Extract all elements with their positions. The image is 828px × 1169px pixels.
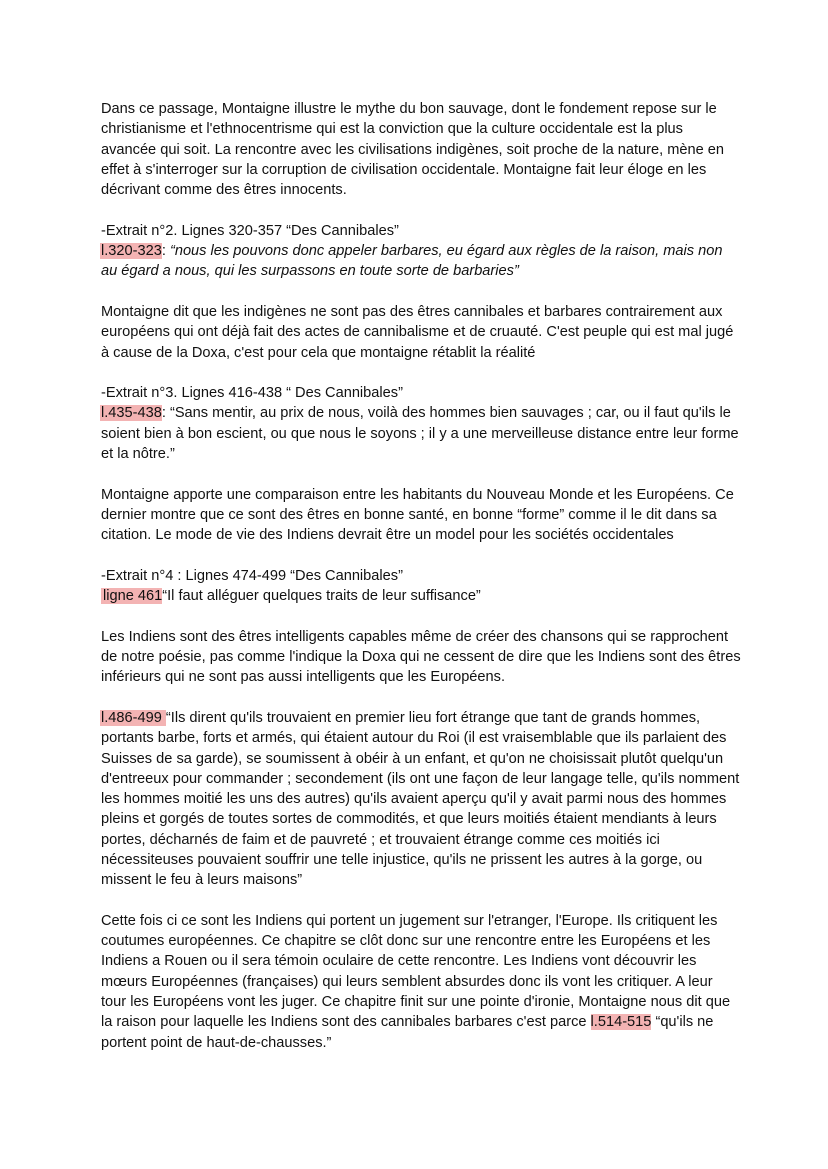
paragraph-analysis-4: Les Indiens sont des êtres intelligents capables même de créer des chansons qui se rapprochent de notre poésie, pas comme l'indique la Doxa qui ne cessent de dire que les Indiens sont des êtres inférieurs qui ne sont pas aussi intelligents que les Européens.: [101, 628, 741, 686]
conclusion-text: Cette fois ci ce sont les Indiens qui portent un jugement sur l'etranger, l'Europe. Ils critiquent les coutumes européennes. Ce chapitre se clôt donc sur une rencontre entre les Européens et les Indiens a Rouen ou il sera témoin oculaire de cette rencontre. Les Indiens vont découvrir les mœurs Européennes (françaises) qui leurs semblent absurdes donc ils vont les critiquer. A leur tour les Européens vont les juger. Ce chapitre finit sur une pointe d'ironie, Montaigne nous dit que la raison pour laquelle les Indiens sont des cannibales barbares c'est parce: [101, 912, 731, 1031]
extract-4-heading: -Extrait n°4 : Lignes 474-499 “Des Cannibales”: [101, 567, 403, 584]
extract-2-quote-line: [101, 241, 741, 282]
paragraph-analysis-3: Montaigne apporte une comparaison entre les habitants du Nouveau Monde et les Européens. Ce dernier montre que ce sont des êtres en bonne santé, en bonne “forme” comme il le dit dans sa citation. Le mode de vie des Indiens devrait être un model pour les sociétés occidentales: [101, 486, 734, 544]
line-reference-highlight: l.486-499: [101, 709, 166, 726]
extract-2-quote: “nous les pouvons donc appeler barbares, eu égard aux règles de la raison, mais non au égard a nous, qui les surpassons en toute sorte de barbaries”: [101, 243, 723, 280]
extract-5-quote-line: [101, 708, 741, 891]
extract-4-quote: “Il faut alléguer quelques traits de leur suffisance”: [162, 588, 481, 605]
separator: :: [161, 243, 170, 260]
conclusion-quote: “qu'ils ne portent point de haut-de-chausses.”: [101, 1014, 714, 1051]
extract-3-heading: -Extrait n°3. Lignes 416-438 “ Des Cannibales”: [101, 385, 403, 402]
paragraph-conclusion: [101, 911, 741, 1053]
line-reference-highlight: l.320-323: [101, 243, 162, 260]
extract-4-quote-line: [101, 586, 741, 606]
line-reference-highlight: l.435-438: [101, 405, 162, 422]
paragraph-intro: Dans ce passage, Montaigne illustre le mythe du bon sauvage, dont le fondement repose sur le christianisme et l'ethnocentrisme qui est la conviction que la culture occidentale est la plus avancée qui soit. La rencontre avec les civilisations indigènes, soit proche de la nature, mène en effet à s'interroger sur la corruption de civilisation occidentale. Montaigne fait leur éloge en les décrivant comme des êtres innocents.: [101, 101, 725, 199]
line-reference-highlight: ligne 461: [103, 588, 163, 605]
extract-2-heading: -Extrait n°2. Lignes 320-357 “Des Cannibales”: [101, 222, 399, 239]
extract-5-quote: “Ils dirent qu'ils trouvaient en premier lieu fort étrange que tant de grands hommes, portants barbe, forts et armés, qui étaient autour du Roi (il est vraisemblable que ils parlaient des Suisses de sa garde), se soumissent à obéir à un enfant, et qu'on ne choisissait plutôt quelqu'un d'entreeux pour commander ; secondement (ils ont une façon de leur langage telle, qu'ils nomment les hommes moitié les uns des autres) qu'ils avaient aperçu qu'il y avait parmi nous des hommes pleins et gorgés de toutes sortes de commodités, et que leurs moitiés étaient mendiants à leurs portes, décharnés de faim et de pauvreté ; et trouvaient étrange comme ces moitiés ici nécessiteuses pouvaient souffrir une telle injustice, qu'ils ne prissent les autres à la gorge, ou missent le feu à leurs maisons”: [101, 709, 740, 889]
document-body: [101, 99, 741, 1053]
paragraph-analysis-2: Montaigne dit que les indigènes ne sont pas des êtres cannibales et barbares contrairement aux européens qui ont déjà fait des actes de cannibalisme et de cruauté. C'est peuple qui est mal jugé à cause de la Doxa, c'est pour cela que montaigne rétablit la réalité: [101, 303, 734, 361]
extract-3-quote: : “Sans mentir, au prix de nous, voilà des hommes bien sauvages ; car, ou il faut qu'ils le soient bien à bon escient, ou que nous le soyons ; il y a une merveilleuse distance entre leur forme et la nôtre.”: [101, 405, 739, 463]
extract-3-quote-line: [101, 403, 741, 464]
line-reference-highlight: l.514-515: [590, 1014, 652, 1031]
